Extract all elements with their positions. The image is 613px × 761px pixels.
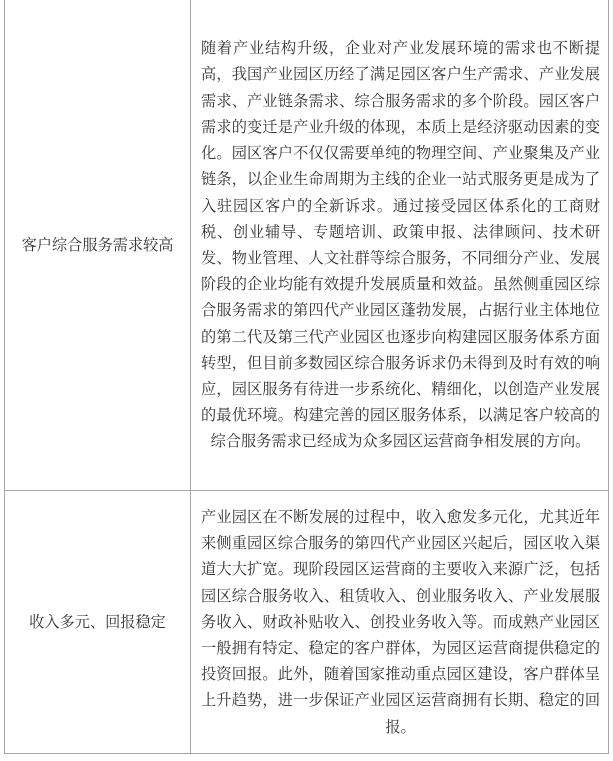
table-row [5, 0, 609, 490]
content-table [4, 0, 609, 754]
row-label-cell: 客户综合服务需求较高 [5, 0, 191, 490]
table-row [5, 490, 609, 753]
row-content-cell: 随着产业结构升级，企业对产业发展环境的需求也不断提高，我国产业园区历经了满足园区客户生产需求、产业发展需求、产业链条需求、综合服务需求的多个阶段。园区客户需求的变迁是产业升级的体现，本质上是经济驱动因素的变化。园区客户不仅仅需要单纯的物理空间、产业聚集及产业链条，以企业生命周期为主线的企业一站式服务更是成为了入驻园区客户的全新诉求。通过接受园区体系化的工商财税、创业辅导、专题培训、政策申报、法律顾问、技术研发、物业管理、人文社群等综合服务，不同细分产业、发展阶段的企业均能有效提升发展质量和效益。虽然侧重园区综合服务需求的第四代产业园区蓬勃发展，占据行业主体地位的第二代及第三代产业园区也逐步向构建园区服务体系方面转型，但目前多数园区综合服务诉求仍未得到及时有效的响应，园区服务有待进一步系统化、精细化，以创造产业发展的最优环境。构建完善的园区服务体系，以满足客户较高的综合服务需求已经成为众多园区运营商争相发展的方向。 [191, 0, 609, 490]
row-content-cell: 产业园区在不断发展的过程中，收入愈发多元化，尤其近年来侧重园区综合服务的第四代产业园区兴起后，园区收入渠道大大扩宽。现阶段园区运营商的主要收入来源广泛，包括园区综合服务收入、租赁收入、创业服务收入、产业发展服务收入、财政补贴收入、创投业务收入等。而成熟产业园区一般拥有特定、稳定的客户群体，为园区运营商提供稳定的投资回报。此外，随着国家推动重点园区建设，客户群体呈上升趋势，进一步保证产业园区运营商拥有长期、稳定的回报。 [191, 490, 609, 753]
row-label-cell: 收入多元、回报稳定 [5, 490, 191, 753]
